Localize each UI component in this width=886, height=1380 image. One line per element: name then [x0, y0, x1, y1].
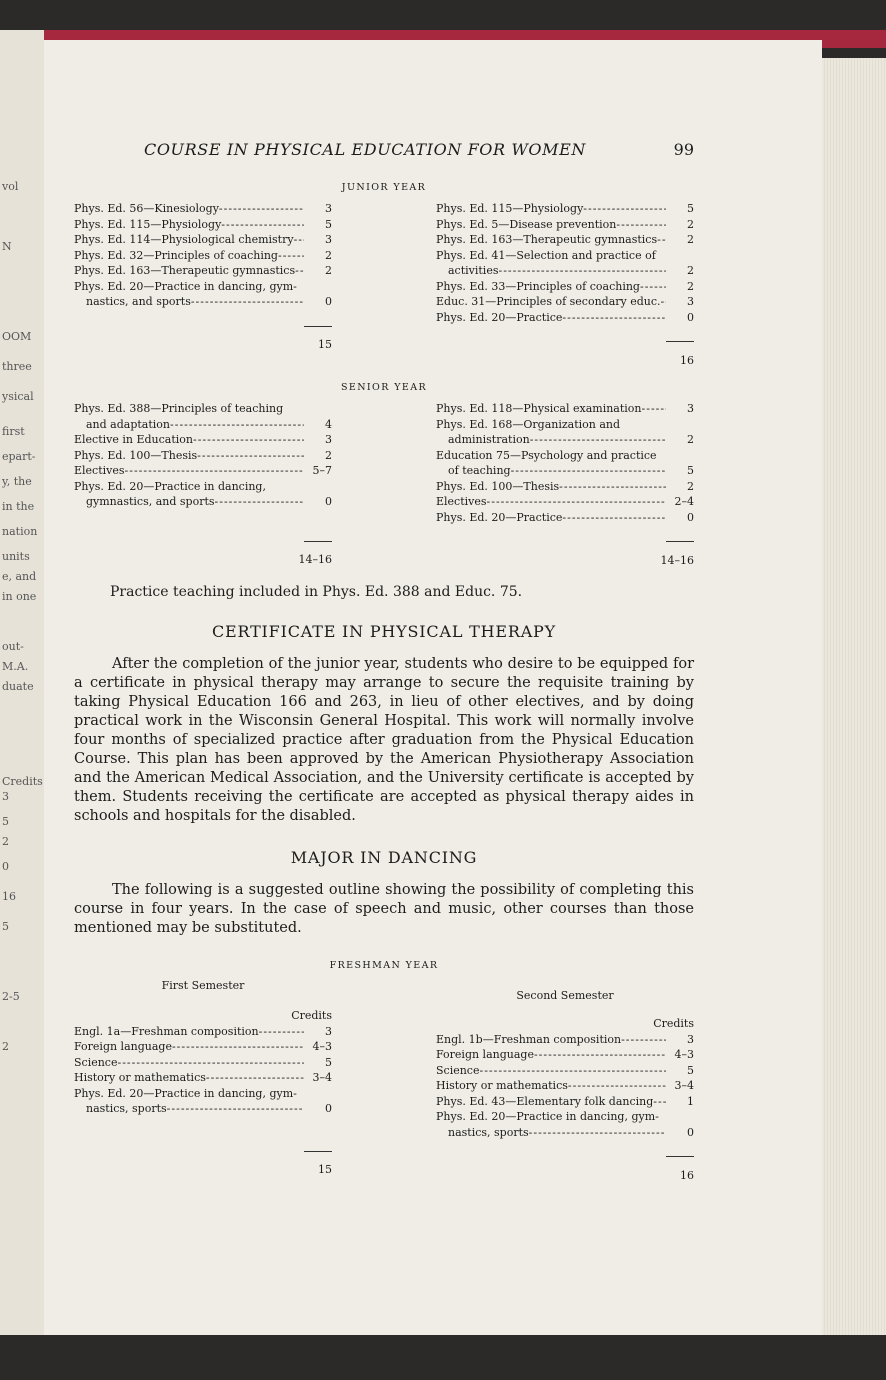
facing-page-edge	[0, 30, 44, 1335]
course-label: Foreign language	[74, 1040, 172, 1053]
course-credits: 0	[325, 1102, 332, 1115]
course-row	[436, 294, 694, 310]
freshman-left-column	[74, 1002, 332, 1183]
course-label: Phys. Ed. 20—Practice	[436, 510, 563, 524]
course-row	[436, 279, 694, 295]
course-row	[436, 310, 694, 326]
course-row	[436, 1078, 694, 1094]
course-credits: 2	[687, 233, 694, 246]
freshman-right-total: 16	[436, 1146, 694, 1183]
facing-page-fragment: y, the	[2, 475, 32, 488]
senior-year-heading: SENIOR YEAR	[340, 382, 428, 393]
course-label: Phys. Ed. 115—Physiology	[74, 217, 222, 231]
course-credits: 3	[325, 202, 332, 215]
facing-page-fragment: M.A.	[2, 660, 29, 673]
course-label: nastics, sports	[448, 1125, 529, 1139]
course-label: History or mathematics	[436, 1079, 568, 1092]
course-row	[74, 263, 332, 279]
course-credits: 5–7	[312, 464, 332, 477]
course-row	[74, 1101, 332, 1117]
course-label: History or mathematics	[74, 1071, 206, 1084]
credits-label-left: Credits	[291, 1009, 332, 1022]
course-label: Phys. Ed. 115—Physiology	[436, 202, 584, 215]
page-number: 99	[673, 140, 694, 159]
course-label: Science	[74, 1055, 118, 1069]
course-label: administration	[448, 433, 530, 446]
facing-page-fragment: in one	[2, 590, 37, 603]
senior-right-column	[436, 401, 694, 568]
course-label: gymnastics, and sports	[86, 495, 215, 508]
course-label: Phys. Ed. 100—Thesis	[74, 448, 198, 462]
facing-page-fragment: 5	[2, 815, 9, 828]
course-row	[74, 1039, 332, 1055]
course-label: Phys. Ed. 388—Principles of teaching	[74, 402, 284, 415]
course-row	[74, 1086, 332, 1102]
course-credits: 5	[687, 1063, 694, 1077]
course-row	[436, 463, 694, 479]
course-credits: 2	[325, 448, 332, 462]
course-row	[74, 279, 332, 295]
course-label: Phys. Ed. 43—Elementary folk dancing	[436, 1094, 654, 1108]
course-row	[436, 263, 694, 279]
course-label: and adaptation	[86, 417, 171, 431]
course-row	[436, 494, 694, 510]
course-label: Phys. Ed. 118—Physical examination	[436, 402, 642, 415]
course-credits: 3	[325, 233, 332, 246]
facing-page-fragment: 16	[2, 890, 16, 903]
course-row	[436, 448, 694, 464]
course-row	[436, 217, 694, 233]
course-label: Phys. Ed. 114—Physiological chemistry	[74, 233, 294, 246]
course-row	[74, 479, 332, 495]
facing-page-fragment: out-	[2, 640, 24, 653]
certificate-heading: CERTIFICATE IN PHYSICAL THERAPY	[212, 622, 556, 641]
course-credits: 3	[687, 1032, 694, 1046]
course-label: Electives	[436, 495, 487, 508]
freshman-right-column	[436, 1002, 694, 1183]
course-row	[436, 1063, 694, 1079]
course-row	[436, 479, 694, 495]
course-label: Engl. 1a—Freshman composition	[74, 1024, 259, 1038]
first-semester-label: First Semester	[161, 979, 245, 992]
facing-page-fragment: 2	[2, 1040, 9, 1053]
course-label: Education 75—Psychology and practice	[436, 448, 657, 462]
course-credits: 0	[687, 1125, 694, 1139]
freshman-year-table	[74, 1002, 694, 1183]
course-credits: 5	[687, 464, 694, 477]
course-credits: 2	[687, 279, 694, 293]
course-label: Phys. Ed. 20—Practice in dancing,	[74, 479, 266, 493]
course-row	[74, 294, 332, 310]
course-label: Phys. Ed. 33—Principles of coaching	[436, 279, 640, 293]
course-credits: 3–4	[312, 1071, 332, 1084]
facing-page-fragment: three	[2, 360, 32, 373]
course-label: Phys. Ed. 168—Organization and	[436, 417, 621, 431]
facing-page-fragment: vol	[2, 180, 19, 193]
facing-page-fragment: ysical	[2, 390, 34, 403]
facing-page-fragment: epart-	[2, 450, 36, 463]
facing-page-fragment: N	[2, 240, 12, 253]
facing-page-fragment: 2	[2, 835, 9, 848]
course-credits: 0	[687, 510, 694, 524]
course-label: Educ. 31—Principles of secondary educ.	[436, 295, 661, 308]
course-label: Phys. Ed. 41—Selection and practice of	[436, 248, 656, 262]
course-label: Phys. Ed. 20—Practice in dancing, gym-	[436, 1110, 659, 1123]
junior-year-heading: JUNIOR YEAR	[341, 182, 427, 193]
course-row	[436, 401, 694, 417]
freshman-left-total: 15	[74, 1141, 332, 1178]
course-credits: 3–4	[674, 1079, 694, 1092]
facing-page-fragment: OOM	[2, 330, 32, 343]
course-row	[74, 494, 332, 510]
course-row	[436, 1109, 694, 1125]
facing-page-fragment: 0	[2, 860, 9, 873]
course-row	[74, 432, 332, 448]
course-label: Phys. Ed. 56—Kinesiology	[74, 202, 219, 215]
course-credits: 0	[325, 495, 332, 508]
course-label: activities	[448, 264, 499, 277]
course-credits: 2	[687, 433, 694, 446]
senior-left-column	[74, 401, 332, 568]
course-row	[436, 510, 694, 526]
facing-page-fragment: first	[2, 425, 25, 438]
course-label: Electives	[74, 464, 125, 477]
facing-page-fragment: units	[2, 550, 30, 563]
course-credits: 4	[325, 417, 332, 431]
facing-page-fragment: nation	[2, 525, 38, 538]
course-credits: 3	[325, 1024, 332, 1038]
senior-right-total: 14–16	[436, 531, 694, 568]
course-credits: 4–3	[674, 1048, 694, 1061]
course-credits: 0	[325, 295, 332, 308]
senior-year-table	[74, 401, 694, 568]
dancing-heading: MAJOR IN DANCING	[290, 848, 478, 867]
course-credits: 1	[687, 1094, 694, 1108]
course-row	[436, 432, 694, 448]
facing-page-fragment: e, and	[2, 570, 37, 583]
certificate-paragraph: After the completion of the junior year, students who desire to be equipped for a certificate in physical therapy may arrange to secure the requisite training by taking Physical Education 166 and 263, in lieu of other electives, and by doing practical work in the Wisconsin General Hospital. This work will normally involve four months of specialized practice after graduation from the Physical Education Course. This plan has been approved by the American Physiotherapy Association and the American Medical Association, and the University certificate is accepted by them. Students receiving the certificate are accepted as physical therapy aides in schools and hospitals for the disabled.	[74, 656, 694, 824]
course-row	[74, 1024, 332, 1040]
course-credits: 2	[687, 264, 694, 277]
course-credits: 5	[325, 1055, 332, 1069]
course-label: Foreign language	[436, 1048, 534, 1061]
course-credits: 4–3	[312, 1040, 332, 1053]
junior-left-total: 15	[74, 316, 332, 353]
course-row	[74, 1055, 332, 1071]
course-row	[74, 201, 332, 217]
course-label: Phys. Ed. 5—Disease prevention	[436, 217, 617, 231]
junior-left-column	[74, 201, 332, 368]
course-credits: 2–4	[674, 495, 694, 508]
course-row	[74, 1070, 332, 1086]
course-row	[74, 217, 332, 233]
course-label: nastics, and sports	[86, 295, 191, 308]
course-label: Elective in Education	[74, 433, 193, 446]
junior-right-column	[436, 201, 694, 368]
course-credits: 3	[687, 402, 694, 415]
course-credits: 2	[325, 264, 332, 277]
course-label: nastics, sports	[86, 1102, 167, 1115]
course-row	[436, 417, 694, 433]
course-label: Science	[436, 1063, 480, 1077]
junior-right-total: 16	[436, 331, 694, 368]
junior-year-table	[74, 201, 694, 368]
course-row	[74, 232, 332, 248]
course-credits: 0	[687, 310, 694, 324]
course-row	[74, 401, 332, 417]
freshman-year-heading: FRESHMAN YEAR	[329, 960, 439, 971]
semester-headings	[74, 979, 694, 1002]
course-row	[436, 1125, 694, 1141]
facing-page-fragment: duate	[2, 680, 34, 693]
facing-page-fragment: Credits	[2, 775, 43, 788]
course-credits: 5	[687, 202, 694, 215]
course-row	[74, 417, 332, 433]
page-content	[74, 140, 694, 1183]
running-head	[74, 140, 694, 168]
facing-page-fragment: in the	[2, 500, 35, 513]
course-credits: 2	[687, 217, 694, 231]
course-label: Phys. Ed. 20—Practice in dancing, gym-	[74, 279, 297, 293]
course-label: Engl. 1b—Freshman composition	[436, 1032, 622, 1046]
course-credits: 2	[687, 479, 694, 493]
course-row	[74, 463, 332, 479]
course-label: Phys. Ed. 20—Practice in dancing, gym-	[74, 1086, 297, 1100]
course-label: Phys. Ed. 163—Therapeutic gymnastics	[74, 264, 296, 277]
second-semester-label: Second Semester	[516, 989, 614, 1002]
course-row	[436, 201, 694, 217]
course-row	[436, 232, 694, 248]
page-stack-edge	[822, 58, 886, 1335]
course-credits: 5	[325, 217, 332, 231]
course-label: Phys. Ed. 163—Therapeutic gymnastics	[436, 233, 658, 246]
senior-left-total: 14–16	[74, 531, 332, 568]
facing-page-fragment: 3	[2, 790, 9, 803]
course-row	[436, 1047, 694, 1063]
course-row	[436, 1032, 694, 1048]
course-label: of teaching	[448, 464, 511, 477]
course-row	[436, 248, 694, 264]
credits-label-right: Credits	[653, 1017, 694, 1030]
running-title: COURSE IN PHYSICAL EDUCATION FOR WOMEN	[144, 140, 586, 159]
facing-page-fragment: 2-5	[2, 990, 20, 1003]
course-row	[74, 248, 332, 264]
course-credits: 3	[325, 433, 332, 446]
course-row	[74, 448, 332, 464]
course-row	[436, 1094, 694, 1110]
practice-note: Practice teaching included in Phys. Ed. 388 and Educ. 75.	[110, 584, 523, 600]
dancing-paragraph: The following is a suggested outline showing the possibility of completing this course in four years. In the case of speech and music, other courses than those mentioned may be substituted.	[74, 882, 694, 936]
course-credits: 3	[687, 295, 694, 308]
course-credits: 2	[325, 248, 332, 262]
course-label: Phys. Ed. 100—Thesis	[436, 479, 560, 493]
facing-page-fragment: 5	[2, 920, 9, 933]
course-label: Phys. Ed. 20—Practice	[436, 310, 563, 324]
course-label: Phys. Ed. 32—Principles of coaching	[74, 248, 278, 262]
